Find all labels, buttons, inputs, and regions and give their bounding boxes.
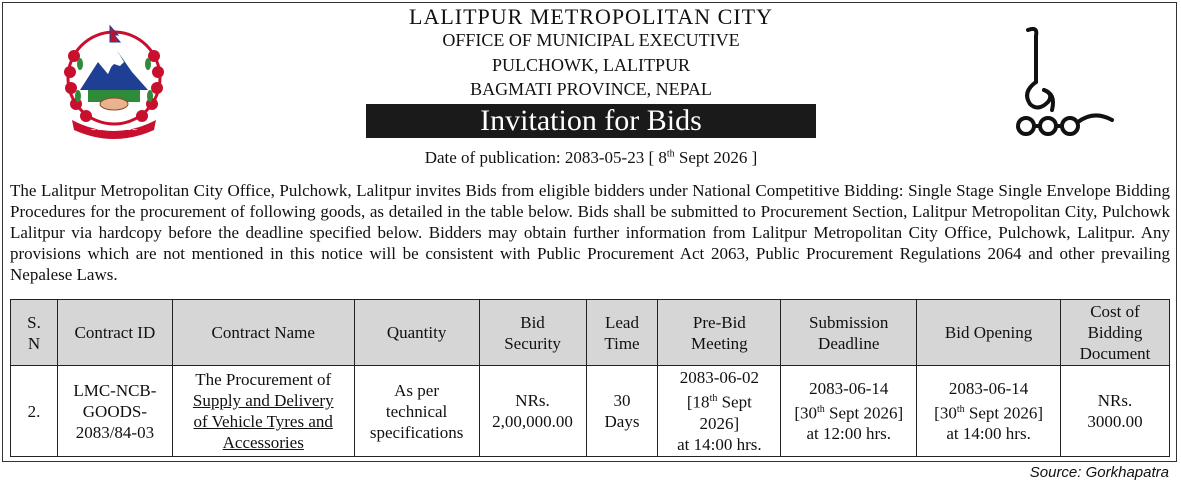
col-header-lead-time: Lead Time: [586, 300, 658, 366]
invitation-banner: Invitation for Bids: [366, 104, 816, 138]
cell-bid-opening: 2083-06-14 [30th Sept 2026] at 14:00 hrs.: [917, 366, 1061, 457]
bids-table: [10, 299, 1170, 457]
office-location: PULCHOWK, LALITPUR: [492, 55, 690, 75]
notice-body: The Lalitpur Metropolitan City Office, Pulchowk, Lalitpur invites Bids from eligible bidders under National Competitive Bidding: Single Stage Single Envelope Bidding Procedures for the procurement of following goods, as detailed in the table below. Bids shall be submitted to Procurement Section, Lalitpur Metropolitan City, Pulchowk Lalitpur via hardcopy before the deadline specified below. Bidders may obtain further information from Lalitpur Metropolitan City Office, Pulchowk, Lalitpur. Any provisions which are not mentioned in this notice will be consistent with Public Procurement Act 2063, Public Procurement Regulations 2064 and other prevailing Nepalese Laws.: [10, 181, 1170, 284]
nepal-emblem-icon: [58, 20, 170, 140]
col-header-contract-name: Contract Name: [172, 300, 354, 366]
col-header-submission: Submission Deadline: [781, 300, 917, 366]
signature-mark-icon: [1008, 22, 1120, 142]
cell-lead-time: 30 Days: [586, 366, 658, 457]
col-header-sn: S. N: [11, 300, 58, 366]
publication-date: Date of publication: 2083-05-23 [ 8th Sept 2026 ]: [424, 148, 758, 167]
cell-prebid: 2083-06-02 [18th Sept 2026] at 14:00 hrs.: [658, 366, 781, 457]
svg-text:~~~~~~~~: ~~~~~~~~: [90, 126, 138, 134]
col-header-bid-security: Bid Security: [479, 300, 586, 366]
cell-quantity: As per technical specifications: [354, 366, 479, 457]
cell-bid-security: NRs. 2,00,000.00: [479, 366, 586, 457]
col-header-contract-id: Contract ID: [57, 300, 172, 366]
col-header-cost: Cost of Bidding Document: [1060, 300, 1169, 366]
cell-contract-id: LMC-NCB- GOODS- 2083/84-03: [57, 366, 172, 457]
source-credit: Source: Gorkhapatra: [1029, 464, 1169, 481]
col-header-quantity: Quantity: [354, 300, 479, 366]
city-title: LALITPUR METROPOLITAN CITY: [409, 4, 773, 29]
office-title: OFFICE OF MUNICIPAL EXECUTIVE: [442, 30, 740, 50]
cell-sn: 2.: [11, 366, 58, 457]
cell-contract-name: The Procurement of Supply and Delivery of Vehicle Tyres and Accessories: [172, 366, 354, 457]
table-row: [11, 366, 1170, 457]
cell-submission: 2083-06-14 [30th Sept 2026] at 12:00 hrs.: [781, 366, 917, 457]
table-header-row: [11, 300, 1170, 366]
cell-cost: NRs. 3000.00: [1060, 366, 1169, 457]
col-header-bid-opening: Bid Opening: [917, 300, 1061, 366]
province-line: BAGMATI PROVINCE, NEPAL: [470, 79, 712, 99]
col-header-prebid: Pre-Bid Meeting: [658, 300, 781, 366]
